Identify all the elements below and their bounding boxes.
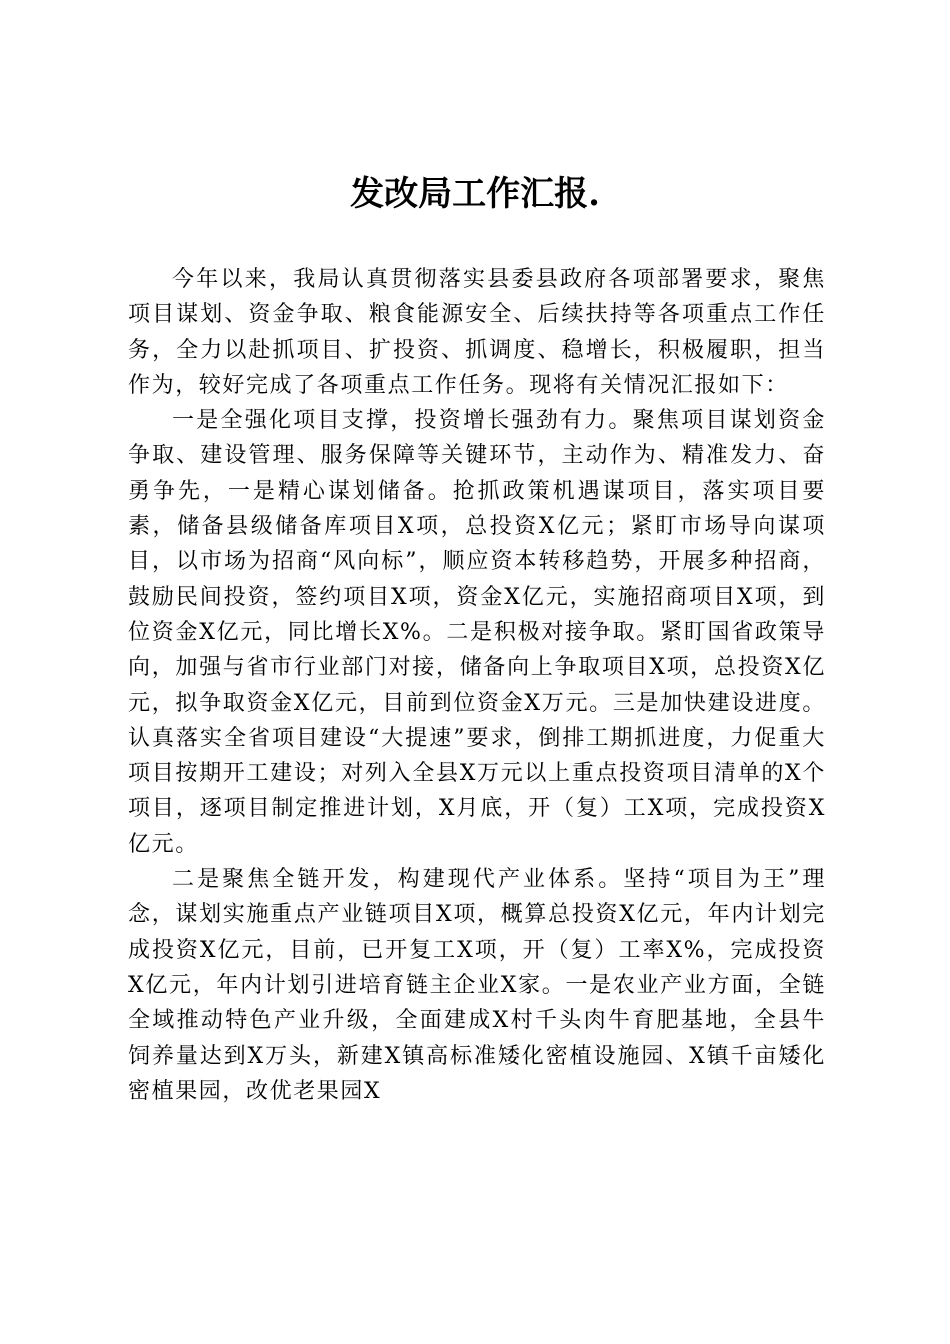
paragraph-intro: 今年以来，我局认真贯彻落实县委县政府各项部署要求，聚焦项目谋划、资金争取、粮食能源安全、后续扶持等各项重点工作任务，全力以赴抓项目、扩投资、抓调度、稳增长，积极履职，担当作为，较好完成了各项重点工作任务。现将有关情况汇报如下： bbox=[128, 267, 826, 398]
document-title: 发改局工作汇报. bbox=[350, 174, 600, 214]
paragraph-project-support: 一是全强化项目支撑，投资增长强劲有力。聚焦项目谋划资金争取、建设管理、服务保障等关键环节，主动作为、精准发力、奋勇争先，一是精心谋划储备。抢抓政策机遇谋项目，落实项目要素，储备县级储备库项目X项，总投资X亿元；紧盯市场导向谋项目，以市场为招商“风向标”，顺应资本转移趋势，开展多种招商，鼓励民间投资，签约项目X项，资金X亿元，实施招商项目X项，到位资金X亿元，同比增长X%。二是积极对接争取。紧盯国省政策导向，加强与省市行业部门对接，储备向上争取项目X项，总投资X亿元，拟争取资金X亿元，目前到位资金X万元。三是加快建设进度。认真落实全省项目建设“大提速”要求，倒排工期抓进度，力促重大项目按期开工建设；对列入全县X万元以上重点投资项目清单的X个项目，逐项目制定推进计划，X月底，开（复）工X项，完成投资X亿元。 bbox=[128, 408, 826, 857]
document-body bbox=[128, 262, 826, 1109]
paragraph-industry-chain: 二是聚焦全链开发，构建现代产业体系。坚持“项目为王”理念，谋划实施重点产业链项目X项，概算总投资X亿元，年内计划完成投资X亿元，目前，已开复工X项，开（复）工率X%，完成投资X亿元，年内计划引进培育链主企业X家。一是农业产业方面，全链全域推动特色产业升级，全面建成X村千头肉牛育肥基地，全县牛饲养量达到X万头，新建X镇高标准矮化密植设施园、X镇千亩矮化密植果园，改优老果园X bbox=[128, 867, 826, 1104]
